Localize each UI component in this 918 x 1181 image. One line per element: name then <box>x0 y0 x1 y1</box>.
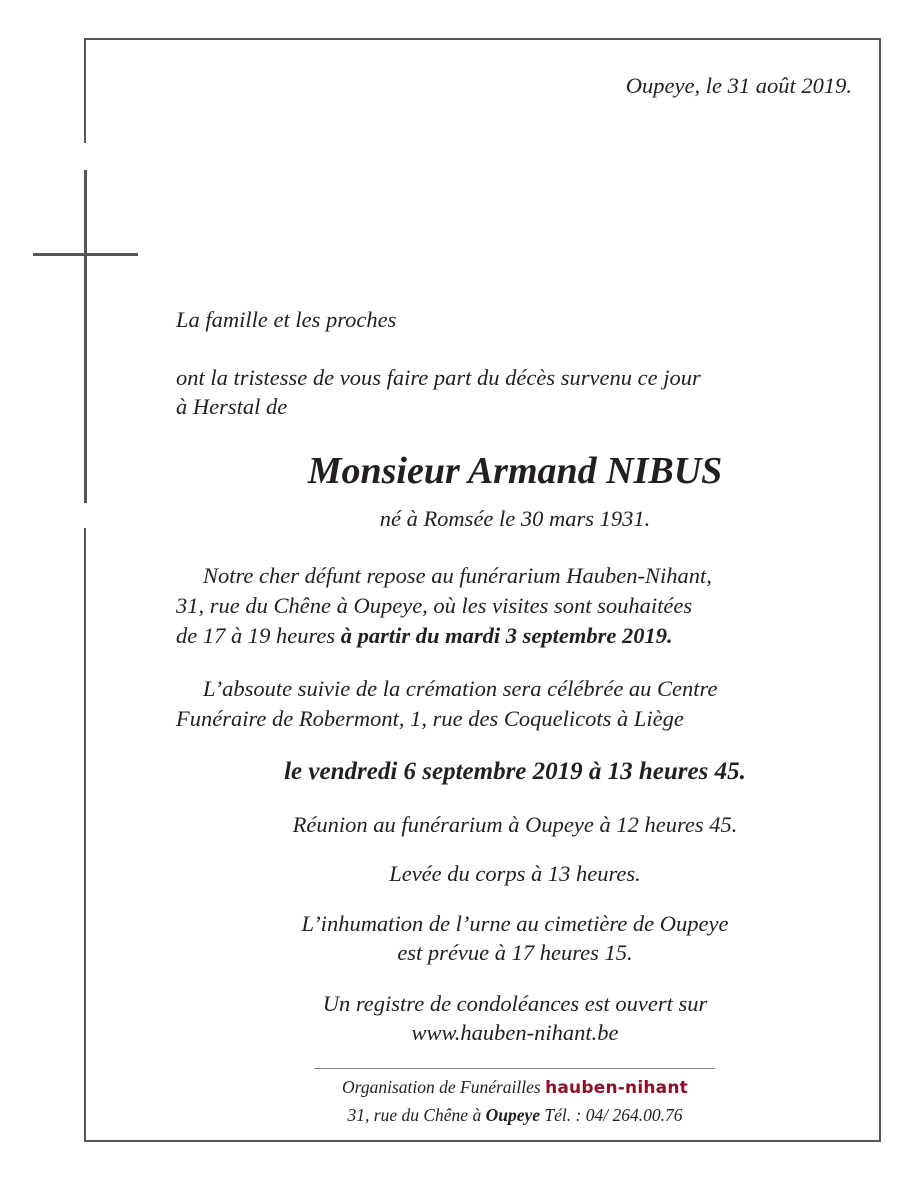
footer-phone: Tél. : 04/ 264.00.76 <box>540 1105 683 1125</box>
visits-line-3 <box>176 622 673 649</box>
intro-line-1: La famille et les proches <box>176 307 397 332</box>
visits-line-1: Notre cher défunt repose au funérarium Hauben-Nihant, <box>203 563 712 588</box>
footer-org-label: Organisation de Funérailles <box>342 1077 546 1097</box>
footer-address <box>180 1104 850 1126</box>
visits-hours: de 17 à 19 heures <box>176 623 341 648</box>
place-date: Oupeye, le 31 août 2019. <box>625 73 852 98</box>
border-left-lower <box>84 528 86 1142</box>
footer-address-street: 31, rue du Chêne à <box>347 1105 486 1125</box>
meeting-time: Réunion au funérarium à Oupeye à 12 heures 45. <box>292 812 738 837</box>
ceremony-date: le vendredi 6 septembre 2019 à 13 heures 45. <box>284 758 746 785</box>
cross-icon-horizontal <box>33 253 138 256</box>
footer-address-city: Oupeye <box>485 1105 541 1125</box>
footer-org <box>180 1076 850 1099</box>
deceased-birth: né à Romsée le 30 mars 1931. <box>379 506 651 531</box>
brand-logo: hauben-nihant <box>545 1078 688 1098</box>
ceremony-line-2: Funéraire de Robermont, 1, rue des Coquelicots à Liège <box>176 706 684 731</box>
intro-line-2: ont la tristesse de vous faire part du décès survenu ce jour <box>176 365 701 390</box>
ceremony-line-1: L’absoute suivie de la crémation sera célébrée au Centre <box>203 676 718 701</box>
border-right <box>879 38 881 1142</box>
register-line-1: Un registre de condoléances est ouvert sur <box>322 991 708 1016</box>
footer-divider <box>314 1068 715 1069</box>
border-left-top <box>84 38 86 143</box>
inhumation-line-2: est prévue à 17 heures 15. <box>397 940 633 965</box>
levee-time: Levée du corps à 13 heures. <box>389 861 641 886</box>
register-url[interactable]: www.hauben-nihant.be <box>411 1020 619 1045</box>
visits-start-date: à partir du mardi 3 septembre 2019. <box>340 623 673 648</box>
border-top <box>84 38 881 40</box>
visits-line-2: 31, rue du Chêne à Oupeye, où les visites sont souhaitées <box>176 593 693 618</box>
intro-line-3: à Herstal de <box>176 394 288 419</box>
deceased-name: Monsieur Armand NIBUS <box>307 450 723 492</box>
border-bottom <box>84 1140 881 1142</box>
inhumation-line-1: L’inhumation de l’urne au cimetière de Oupeye <box>301 911 729 936</box>
cross-icon-vertical <box>84 170 87 503</box>
